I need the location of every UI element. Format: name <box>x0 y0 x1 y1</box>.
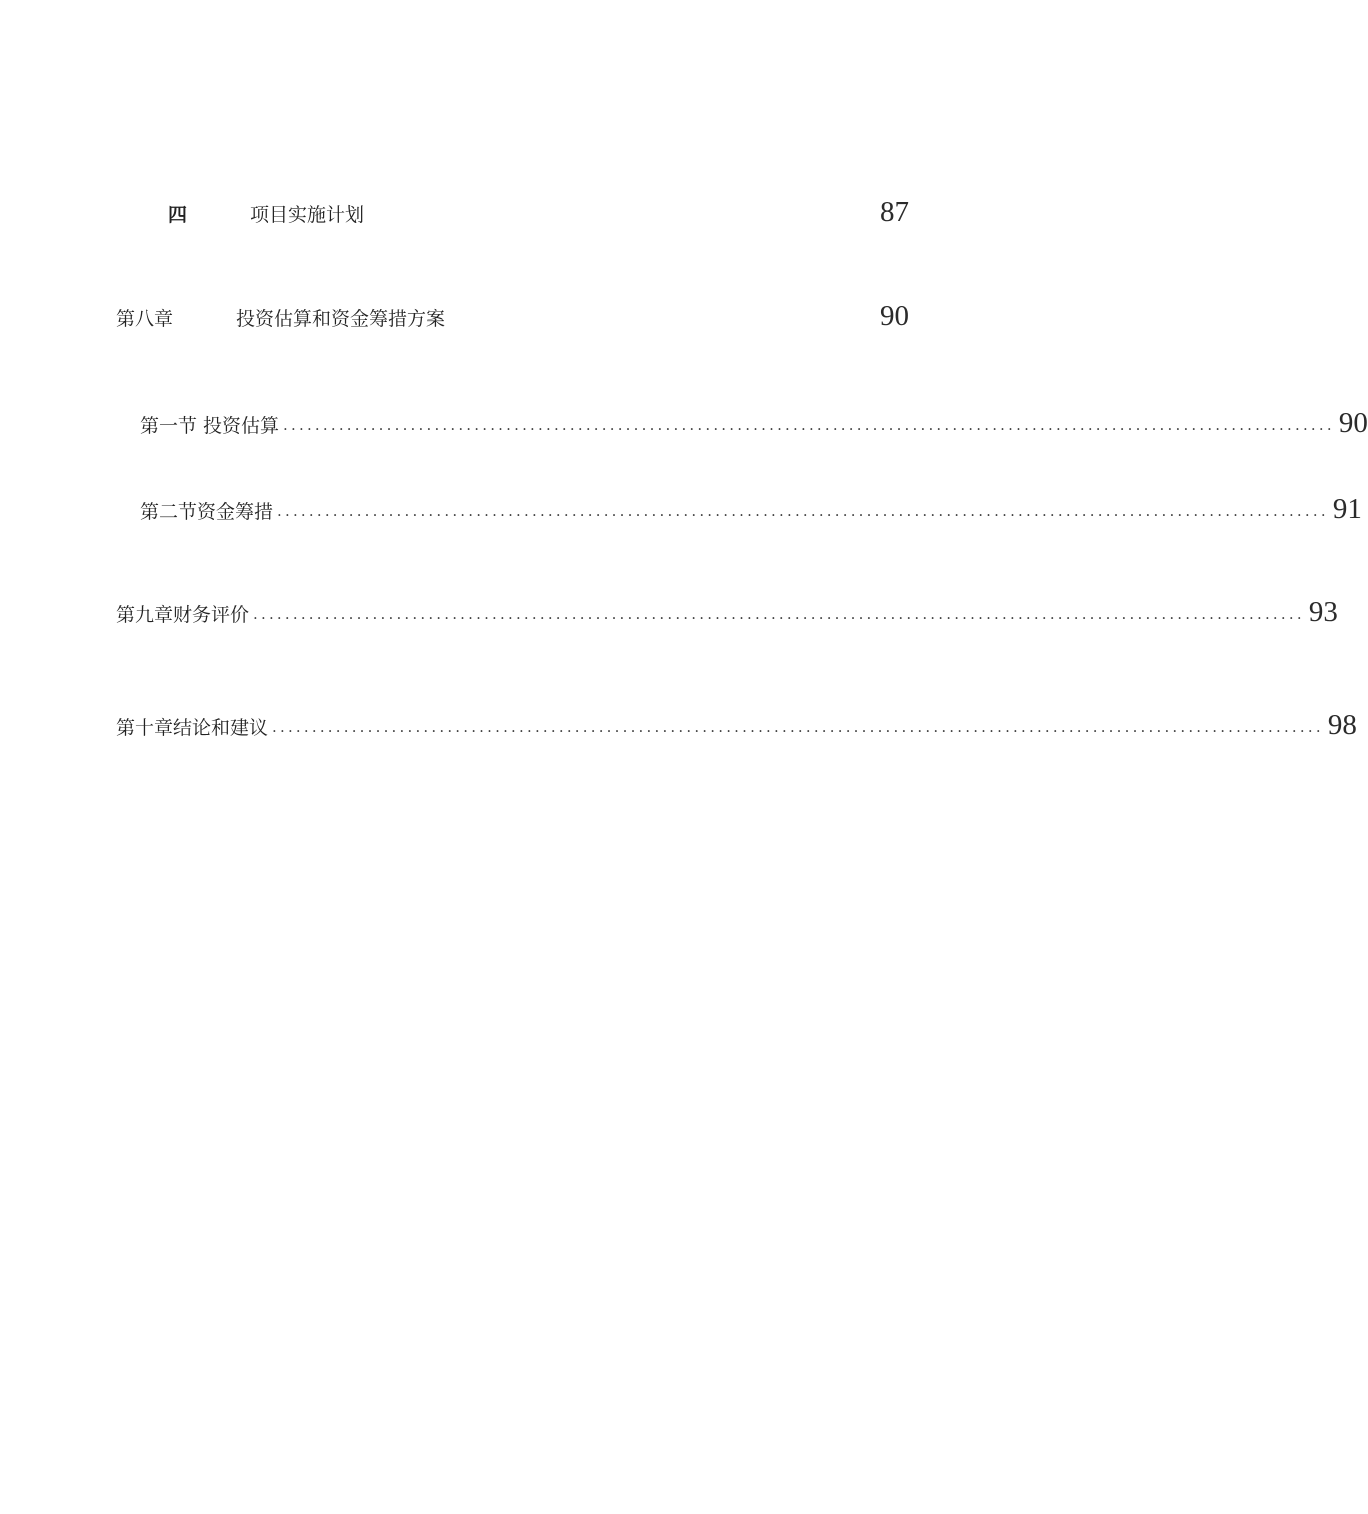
toc-entry-page-number: 98 <box>1327 709 1357 741</box>
toc-entry-title: 第一节 投资估算 <box>140 415 280 437</box>
toc-entry-page-number: 87 <box>880 196 909 228</box>
toc-entry-title: 第九章财务评价 <box>116 604 250 626</box>
toc-entry-chapter-8[interactable] <box>116 300 909 333</box>
dot-leader: .................................................................................................................................... <box>272 718 1324 736</box>
toc-entry-title: 投资估算和资金筹措方案 <box>236 308 446 330</box>
toc-entry-chapter-9[interactable] <box>116 596 1338 629</box>
toc-entry-number: 四 <box>168 204 188 226</box>
toc-entry-section-1[interactable] <box>140 407 1368 440</box>
toc-entry-title: 第十章结论和建议 <box>116 717 269 739</box>
toc-entry-page-number: 93 <box>1308 596 1338 628</box>
toc-entry-page-number: 91 <box>1332 493 1362 525</box>
toc-entry-chapter-10[interactable] <box>116 709 1357 742</box>
toc-entry-page-number: 90 <box>880 300 909 332</box>
toc-entry-number: 第八章 <box>116 308 174 330</box>
dot-leader: .................................................................................................................................... <box>277 502 1329 520</box>
toc-entry-section-2[interactable] <box>140 493 1362 526</box>
toc-entry-page-number: 90 <box>1338 407 1368 439</box>
toc-entry-title: 第二节资金筹措 <box>140 501 274 523</box>
toc-entry-item-4[interactable] <box>168 196 909 229</box>
toc-entry-title: 项目实施计划 <box>250 204 365 226</box>
dot-leader: .................................................................................................................................... <box>253 605 1305 623</box>
dot-leader: .................................................................................................................................... <box>283 416 1335 434</box>
